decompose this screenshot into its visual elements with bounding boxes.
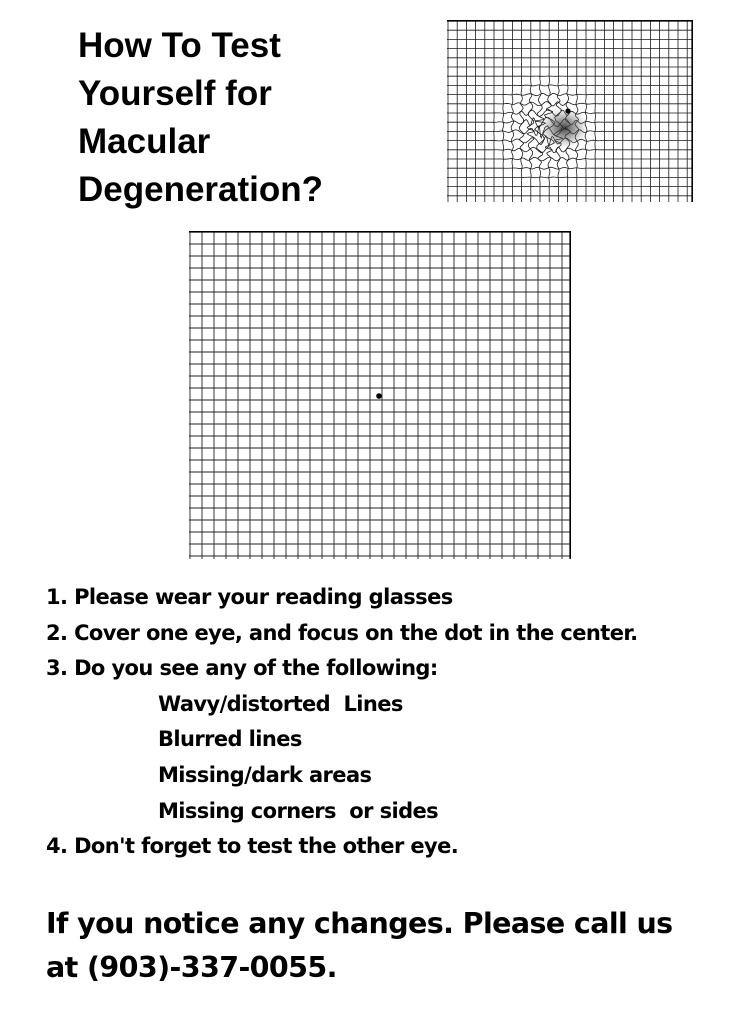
title-line-4: Degeneration? [78,170,324,209]
step-2: 2. Cover one eye, and focus on the dot in the center. [46,620,638,645]
title-line-1: How To Test [78,26,281,65]
title-line-3: Macular [78,122,211,161]
callout-line-1: If you notice any changes. Please call us [46,907,673,940]
page-title [78,22,408,214]
step-1: 1. Please wear your reading glasses [46,585,453,609]
center-fixation-dot [376,393,382,399]
instructions-list [46,580,726,865]
call-to-action [46,902,726,990]
step-4: 4. Don't forget to test the other eye. [46,834,459,859]
dark-blur-spot [540,108,588,148]
amsler-grid [189,231,571,559]
symptom-item: Wavy/distorted Lines [158,691,403,716]
symptom-item: Missing/dark areas [158,762,372,787]
fixation-dot [565,108,570,113]
symptom-item: Missing corners or sides [158,798,439,823]
callout-phone: at (903)-337-0055. [46,951,337,984]
symptom-item: Blurred lines [158,727,302,752]
title-line-2: Yourself for [78,74,272,113]
step-3: 3. Do you see any of the following: [46,656,438,681]
distorted-amsler-grid-illustration [447,20,693,202]
